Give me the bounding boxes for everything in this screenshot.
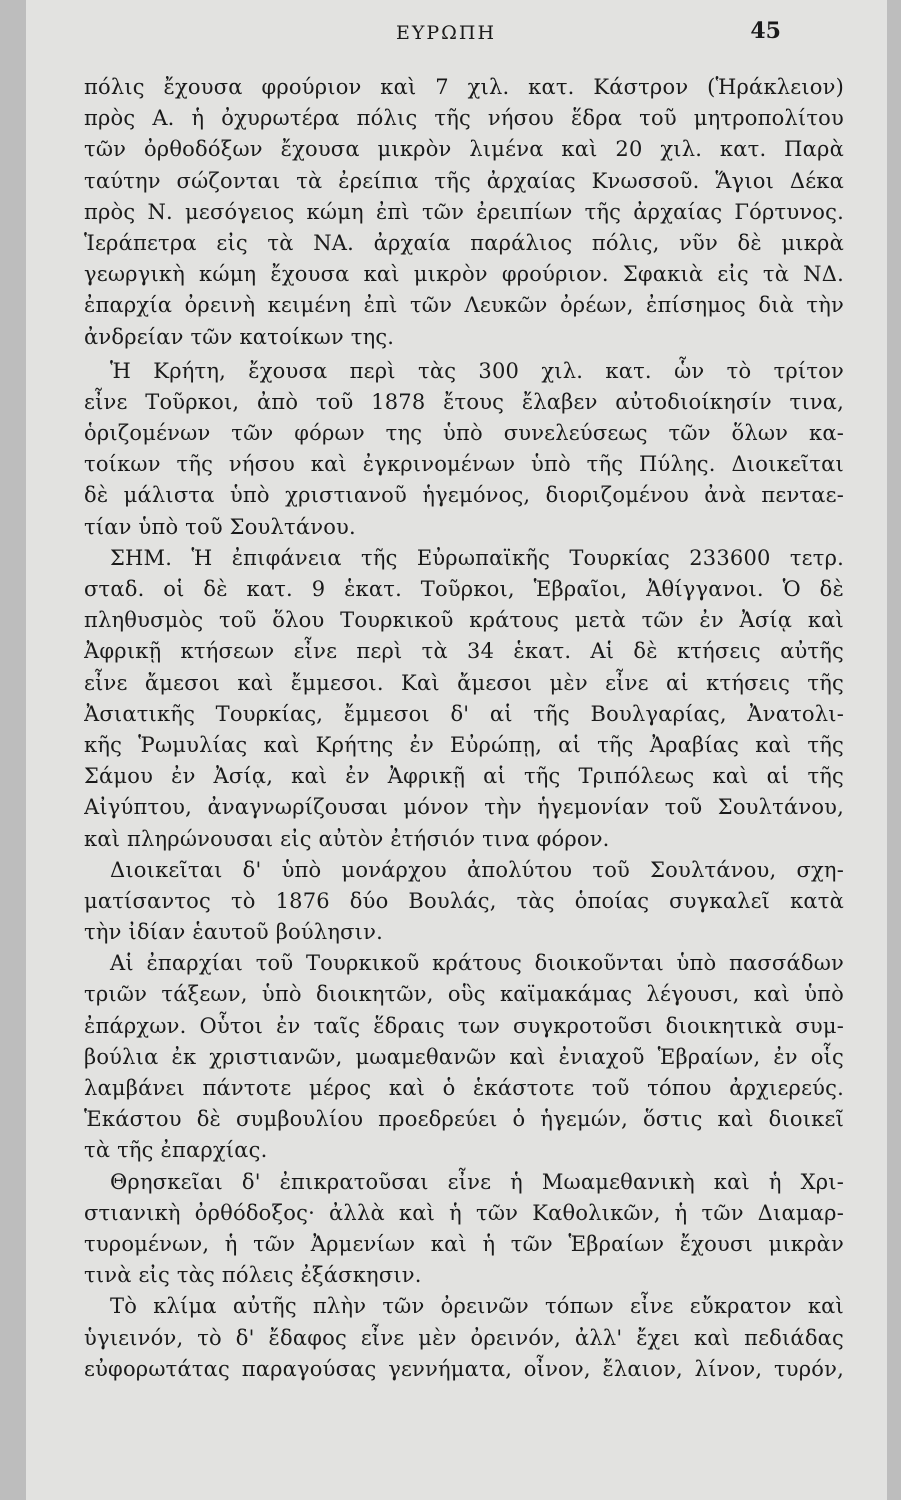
- text-line: εὐφορωτάτας παραγούσας γεννήματα, οἶνον, ἔλαιον, λίνον, τυρόν,: [84, 1356, 844, 1381]
- text-line: πρὸς Α. ἡ ὀχυρωτέρα πόλις τῆς νήσου ἕδρα τοῦ μητροπολίτου: [84, 106, 844, 131]
- text-line: πόλις ἔχουσα φρούριον καὶ 7 χιλ. κατ. Κάστρον (Ἡράκλειον): [84, 75, 844, 99]
- text-line: λαμβάνει πάντοτε μέρος καὶ ὁ ἑκάστοτε τοῦ τόπου ἀρχιερεύς.: [84, 1076, 844, 1100]
- text-line: βούλια ἐκ χριστιανῶν, μωαμεθανῶν καὶ ἐνιαχοῦ Ἑβραίων, ἐν οἷς: [84, 1044, 844, 1069]
- text-line: πρὸς Ν. μεσόγειος κώμη ἐπὶ τῶν ἐρειπίων τῆς ἀρχαίας Γόρτυνος.: [84, 199, 844, 224]
- text-line: πληθυσμὸς τοῦ ὅλου Τουρκικοῦ κράτους μετὰ τῶν ἐν Ἀσίᾳ καὶ: [84, 608, 844, 633]
- paragraph-start-line: Αἱ ἐπαρχίαι τοῦ Τουρκικοῦ κράτους διοικοῦνται ὑπὸ πασσάδων: [110, 951, 844, 976]
- text-line: τῶν ὀρθοδόξων ἔχουσα μικρὸν λιμένα καὶ 20 χιλ. κατ. Παρὰ: [84, 137, 844, 162]
- text-line: δὲ μάλιστα ὑπὸ χριστιανοῦ ἡγεμόνος, διοριζομένου ἀνὰ πενταε-: [84, 483, 844, 508]
- text-line: τίαν ὑπὸ τοῦ Σουλτάνου.: [84, 514, 356, 539]
- text-line: ταύτην σώζονται τὰ ἐρείπια τῆς ἀρχαίας Κνωσσοῦ. Ἅγιοι Δέκα: [84, 168, 844, 193]
- text-line: Ἀφρικῇ κτήσεων εἶνε περὶ τὰ 34 ἑκατ. Αἱ δὲ κτήσεις αὐτῆς: [84, 639, 844, 664]
- text-line: καὶ πληρώνουσαι εἰς αὐτὸν ἐτήσιόν τινα φόρον.: [84, 826, 610, 851]
- page-number: 45: [750, 18, 781, 44]
- running-header: ΕΥΡΩΠΗ: [395, 22, 497, 44]
- text-line: Ἑκάστου δὲ συμβουλίου προεδρεύει ὁ ἡγεμών, ὅστις καὶ διοικεῖ: [84, 1107, 844, 1132]
- text-line: τριῶν τάξεων, ὑπὸ διοικητῶν, οὓς καϊμακάμας λέγουσι, καὶ ὑπὸ: [84, 982, 844, 1007]
- text-line: ἐπαρχία ὀρεινὴ κειμένη ἐπὶ τῶν Λευκῶν ὀρέων, ἐπίσημος διὰ τὴν: [84, 293, 844, 318]
- paragraph-start-line: Ἡ Κρήτη, ἔχουσα περὶ τὰς 300 χιλ. κατ. ὧν τὸ τρίτον: [110, 358, 844, 383]
- text-line: σταδ. οἱ δὲ κατ. 9 ἑκατ. Τοῦρκοι, Ἑβραῖοι, Ἀθίγγανοι. Ὁ δὲ: [84, 577, 844, 601]
- text-line: εἶνε Τοῦρκοι, ἀπὸ τοῦ 1878 ἔτους ἔλαβεν αὐτοδιοίκησίν τινα,: [84, 389, 844, 414]
- note-start-line: ΣΗΜ. Ἡ ἐπιφάνεια τῆς Εὐρωπαϊκῆς Τουρκίας 233600 τετρ.: [110, 545, 844, 570]
- text-body: [84, 72, 844, 1385]
- book-page: [26, 0, 887, 1500]
- text-line: ὁριζομένων τῶν φόρων της ὑπὸ συνελεύσεως τῶν ὅλων κα-: [84, 421, 844, 446]
- text-line: ὑγιεινόν, τὸ δ' ἔδαφος εἶνε μὲν ὀρεινόν, ἀλλ' ἔχει καὶ πεδιάδας: [84, 1325, 844, 1350]
- text-line: κῆς Ῥωμυλίας καὶ Κρήτης ἐν Εὐρώπῃ, αἱ τῆς Ἀραβίας καὶ τῆς: [84, 732, 844, 757]
- text-line: ματίσαντος τὸ 1876 δύο Βουλάς, τὰς ὁποίας συγκαλεῖ κατὰ: [84, 888, 844, 913]
- text-line: εἶνε ἄμεσοι καὶ ἔμμεσοι. Καὶ ἄμεσοι μὲν εἶνε αἱ κτήσεις τῆς: [84, 670, 844, 695]
- text-line: τυρομένων, ἡ τῶν Ἀρμενίων καὶ ἡ τῶν Ἑβραίων ἔχουσι μικρὰν: [84, 1231, 844, 1256]
- text-line: τοίκων τῆς νήσου καὶ ἐγκρινομένων ὑπὸ τῆς Πύλης. Διοικεῖται: [84, 452, 844, 477]
- paragraph-start-line: Διοικεῖται δ' ὑπὸ μονάρχου ἀπολύτου τοῦ Σουλτάνου, σχη-: [110, 857, 844, 882]
- text-line: τὰ τῆς ἐπαρχίας.: [84, 1138, 268, 1163]
- text-line: τινὰ εἰς τὰς πόλεις ἐξάσκησιν.: [84, 1263, 422, 1288]
- paragraph-start-line: Τὸ κλίμα αὐτῆς πλὴν τῶν ὀρεινῶν τόπων εἶνε εὔκρατον καὶ: [110, 1294, 844, 1319]
- text-line: Ἱεράπετρα εἰς τὰ ΝΑ. ἀρχαία παράλιος πόλις, νῦν δὲ μικρὰ: [84, 230, 844, 255]
- paragraph-start-line: Θρησκεῖαι δ' ἐπικρατοῦσαι εἶνε ἡ Μωαμεθανικὴ καὶ ἡ Χρι-: [110, 1169, 844, 1194]
- text-line: τὴν ἰδίαν ἑαυτοῦ βούλησιν.: [84, 920, 383, 945]
- text-line: ἀνδρείαν τῶν κατοίκων της.: [84, 324, 395, 349]
- text-line: γεωργικὴ κώμη ἔχουσα καὶ μικρὸν φρούριον. Σφακιὰ εἰς τὰ ΝΔ.: [84, 262, 844, 287]
- text-line: στιανικὴ ὀρθόδοξος· ἀλλὰ καὶ ἡ τῶν Καθολικῶν, ἡ τῶν Διαμαρ-: [84, 1200, 844, 1225]
- text-line: ἐπάρχων. Οὗτοι ἐν ταῖς ἕδραις των συγκροτοῦσι διοικητικὰ συμ-: [84, 1013, 844, 1038]
- text-line: Αἰγύπτου, ἀναγνωρίζουσαι μόνον τὴν ἡγεμονίαν τοῦ Σουλτάνου,: [84, 795, 844, 820]
- text-line: Ἀσιατικῆς Τουρκίας, ἔμμεσοι δ' αἱ τῆς Βουλγαρίας, Ἀνατολι-: [84, 701, 844, 726]
- text-line: Σάμου ἐν Ἀσίᾳ, καὶ ἐν Ἀφρικῇ αἱ τῆς Τριπόλεως καὶ αἱ τῆς: [84, 764, 844, 789]
